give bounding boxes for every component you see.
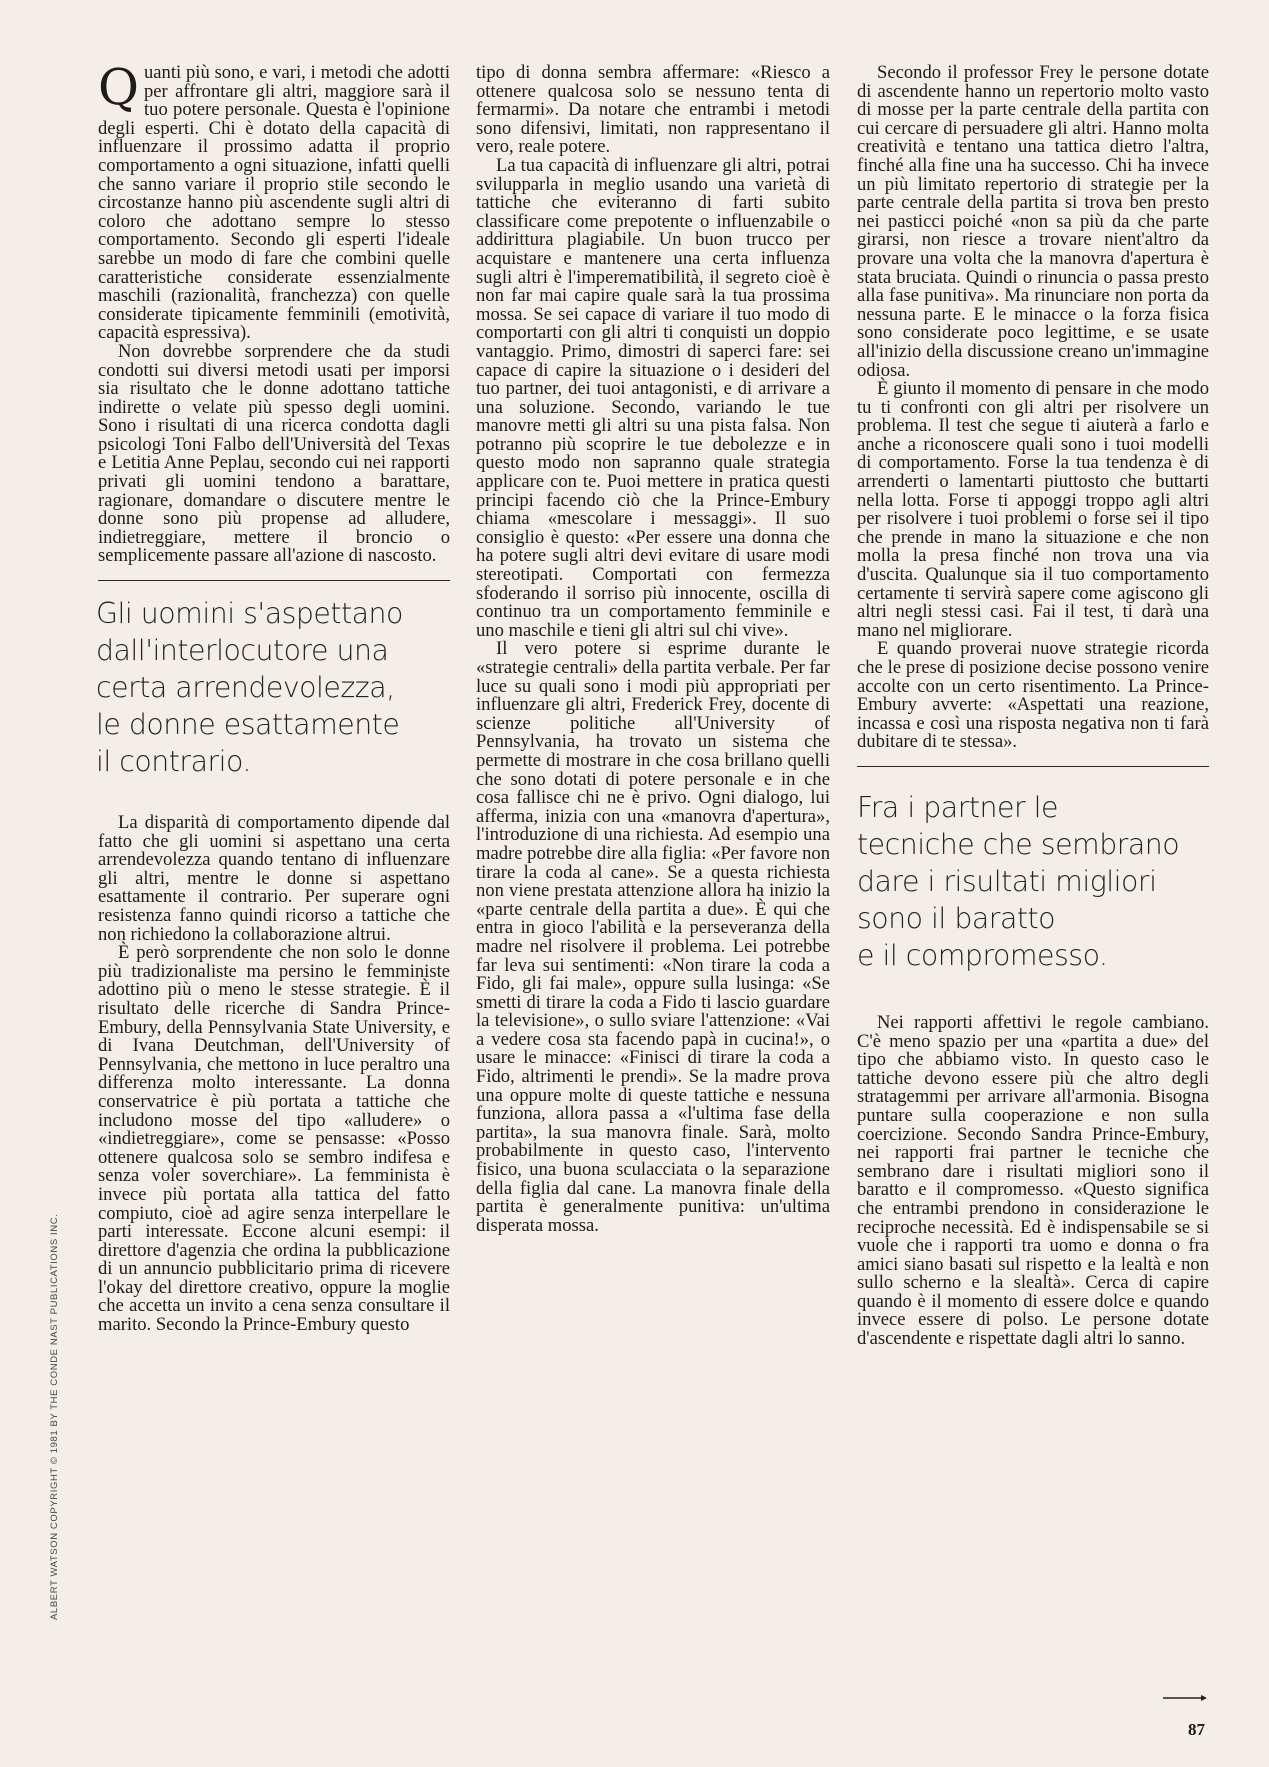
pullquote-line: Fra i partner le <box>857 790 1059 824</box>
intro-paragraph <box>98 58 450 344</box>
paragraph: Nei rapporti affettivi le regole cambiano. C'è meno spazio per una «partita a due» del tipo che abbiamo visto. In questo caso le tattiche devono essere più che altro degli stratagemmi per arrivare all'armonia. Bisogna puntare sulla cooperazione e non sulla coercizione. Secondo Sandra Prince-Embury, nei rapporti frai partner le tecniche che sembrano dare i risultati migliori sono il baratto e il compromesso. «Questo significa che entrambi prendono in considerazione le reciproche necessità. Ed è indispensabile se si vuole che i rapporti tra uomo e donna o fra amici siano basati sul rispetto e la lealtà e non sullo scherno e la slealtà». Cerca di capire quando è il momento di essere dolce e quando invece essere di polso. Le persone dotate d'ascendente e rispettate dagli altri lo sanno. <box>857 1011 1209 1350</box>
continue-arrow-icon <box>1163 1694 1207 1702</box>
intro-text: uanti più sono, e vari, i metodi che adotti per affrontare gli altri, maggiore sarà il tuo potere personale. Questa è l'opinione degli esperti. Chi è dotato della capacità di influenzare il prossimo adatta il proprio comportamento a ogni situazione, infatti quelli che sanno variare il proprio stile secondo le circostanze hanno più ascendente sugli altri di coloro che adottano sempre lo stesso comportamento. Secondo gli esperti l'ideale sarebbe un modo di fare che combini quelle caratteristiche considerate essenzialmente maschili (razionalità, franchezza) con quelle considerate tipicamente femminili (emotività, capacità espressiva). <box>98 62 450 344</box>
pullquote-line: sono il baratto <box>857 901 1055 935</box>
paragraph: Secondo il professor Frey le persone dotate di ascendente hanno un repertorio molto vasto di mosse per la parte centrale della partita con cui cercare di persuadere gli altri. Hanno molta creatività e tentano una tattica dietro l'altra, finché alla fine una ha successo. Chi ha invece un più limitato repertorio di strategie per la parte centrale della partita si trova ben presto nei pasticci poiché «non sa più da che parte girarsi, non riesce a trovare nient'altro da provare una volta che la manovra d'apertura è stata bruciata. Quindi o rinuncia o passa presto alla fase punitiva». Ma rinunciare non porta da nessuna parte. E le minacce o la forza fisica sono considerate poco legittime, e se usate all'inizio della discussione creano un'immagine odiosa. <box>857 62 1209 381</box>
paragraph: La disparità di comportamento dipende dal fatto che gli uomini si aspettano una certa arrendevolezza quando tentano di influenzare gli altri, mentre le donne si aspettano esattamente il contrario. Per superare ogni resistenza fanno quindi ricorso a tattiche che non richiedono la collaborazione altrui. <box>98 812 450 945</box>
column-2 <box>476 64 830 1235</box>
drop-cap: Q <box>98 58 139 116</box>
paragraph: Il vero potere si esprime durante le «strategie centrali» della partita verbale. Per far luce su quali sono i modi più appropriati per influenzare gli altri, Frederick Frey, docente di scienze politiche all'University of Pennsylvania, ha trovato un sistema che permette di mostrare in che cosa brillano quelli che sono dotati di potere personale e in che cosa fallisce chi ne è privo. Ogni dialogo, lui afferma, inizia con una «manovra d'apertura», l'introduzione di una richiesta. Ad esempio una madre potrebbe dire alla figlia: «Per favore non tirare la coda al cane». Se a questa richiesta non viene prestata attenzione allora ha inizio la «parte centrale della partita a due». È qui che entra in gioco l'abilità e la perseveranza della madre nel risolvere il problema. Lei potrebbe far leva sui sentimenti: «Non tirare la coda a Fido, gli fai male», oppure sulla lusinga: «Se smetti di tirare la coda a Fido ti lascio guardare la televisione», o sullo sviare l'attenzione: «Vai a vedere cosa sta facendo papà in cucina!», o usare le minacce: «Finisci di tirare la coda a Fido, altrimenti le prendi». Se la madre prova una oppure molte di queste tattiche e nessuna funziona, allora passa a «l'ultima fase della partita», la sua manovra finale. Sarà, molto probabilmente in questo caso, l'intervento fisico, una buona sculacciata o la separazione della figlia dal cane. La manovra finale della partita è generalmente punitiva: un'ultima disperata mossa. <box>476 638 830 1236</box>
paragraph: E quando proverai nuove strategie ricorda che le prese di posizione decise possono venire accolte con un certo risentimento. La Prince-Embury avverte: «Aspettati una reazione, incassa e così una risposta negativa non ti farà dubitare di te stessa». <box>857 638 1209 753</box>
pullquote-1 <box>96 595 450 780</box>
pullquote-line: le donne esattamente <box>96 708 400 742</box>
pullquote-rule <box>857 766 1209 767</box>
pullquote-2 <box>857 789 1209 974</box>
column-1 <box>96 58 450 1336</box>
paragraph: tipo di donna sembra affermare: «Riesco a ottenere qualcosa solo se nessuno tenta di fermarmi». Da notare che entrambi i metodi sono difensivi, limitati, non rappresentano il vero, reale potere. <box>476 62 830 158</box>
paragraph: La tua capacità di influenzare gli altri, potrai svilupparla in meglio usando una varietà di tattiche che eviteranno di farti subito classificare come prepotente o influenzabile o addirittura plagiabile. Un buon trucco per acquistare e mantenere una certa influenza sugli altri è l'imperematibilità, il segreto cioè è non far mai capire quale sarà la tua prossima mossa. Se sei capace di variare il tuo modo di comportarti con gli altri ti conquisti un doppio vantaggio. Primo, dimostri di saperci fare: sei capace di capire la situazione o i desideri del tuo partner, dei tuoi antagonisti, e di arrivare a una soluzione. Secondo, variando le tue manovre metti gli altri su una pista falsa. Non potranno più scoprire le tue debolezze e in questo modo non sapranno quale strategia applicare con te. Puoi mettere in pratica questi principi facendo ciò che la Prince-Embury chiama «mescolare i messaggi». Il suo consiglio è questo: «Per essere una donna che ha potere sugli altri devi evitare di usare modi stereotipati. Comportati con fermezza sfoderando il sorriso più innocente, oscilla di continuo tra un comportamento femminile e uno maschile e tieni gli altri sul chi vive». <box>476 154 830 641</box>
paragraph: È però sorprendente che non solo le donne più tradizionaliste ma persino le femministe adottino più o meno le stesse strategie. È il risultato delle ricerche di Sandra Prince-Embury, della Pennsylvania State University, e di Ivana Deutchman, dell'University of Pennsylvania, che mettono in luce peraltro una differenza molto interessante. La donna conservatrice è più portata a tattiche che includono mosse del tipo «alludere» o «indietreggiare», come se pensasse: «Posso ottenere qualcosa solo se sembro indifesa e senza voler soverchiare». La femminista è invece più portata alla tattica del fatto compiuto, cioè ad agire senza interpellare le parti interessate. Eccone alcuni esempi: il direttore d'agenzia che ordina la pubblicazione di un annuncio pubblicitario prima di ricevere l'okay del direttore creativo, oppure la moglie che accetta un invito a cena senza consultare il marito. Secondo la Prince-Embury questo <box>98 942 450 1336</box>
column-3 <box>857 64 1209 1349</box>
pullquote-line: certa arrendevolezza, <box>96 671 395 705</box>
pullquote-line: dall'interlocutore una <box>96 634 389 668</box>
pullquote-line: tecniche che sembrano <box>857 827 1180 861</box>
pullquote-line: e il compromesso. <box>857 938 1108 972</box>
paragraph: È giunto il momento di pensare in che modo tu ti confronti con gli altri per risolvere un problema. Il test che segue ti aiuterà a farlo e anche a riconoscere quali sono i tuoi modelli di comportamento. Forse la tua tendenza è di arrenderti o lamentarti piuttosto che buttarti nella lotta. Forse ti appoggi troppo agli altri per risolvere i tuoi problemi o forse sei il tipo che prende in mano la situazione e che non molla la presa finché non trova una via d'uscita. Qualunque sia il tuo comportamento certamente ti servirà sapere come agiscono gli altri negli stessi casi. Fai il test, ti darà una mano nel migliorare. <box>857 378 1209 641</box>
pullquote-line: il contrario. <box>96 745 251 779</box>
pullquote-line: dare i risultati migliori <box>857 864 1157 898</box>
paragraph: Non dovrebbe sorprendere che da studi condotti sui diversi metodi usati per imporsi sia risultato che le donne adottano tattiche indirette o velate più spesso degli uomini. Sono i risultati di una ricerca condotta dagli psicologi Toni Falbo dell'Università del Texas e Letitia Anne Peplau, secondo cui nei rapporti privati gli uomini tendono a barattare, ragionare, domandare o discutere mentre le donne sono più propense ad alludere, indietreggiare, mettere il broncio o semplicemente passare all'azione di nascosto. <box>98 340 450 567</box>
page-number: 87 <box>1188 1720 1205 1739</box>
side-credit: ALBERT WATSON COPYRIGHT © 1981 BY THE CONDE NAST PUBLICATIONS INC. <box>49 1213 60 1620</box>
pullquote-rule <box>98 580 450 581</box>
pullquote-line: Gli uomini s'aspettano <box>96 597 403 631</box>
